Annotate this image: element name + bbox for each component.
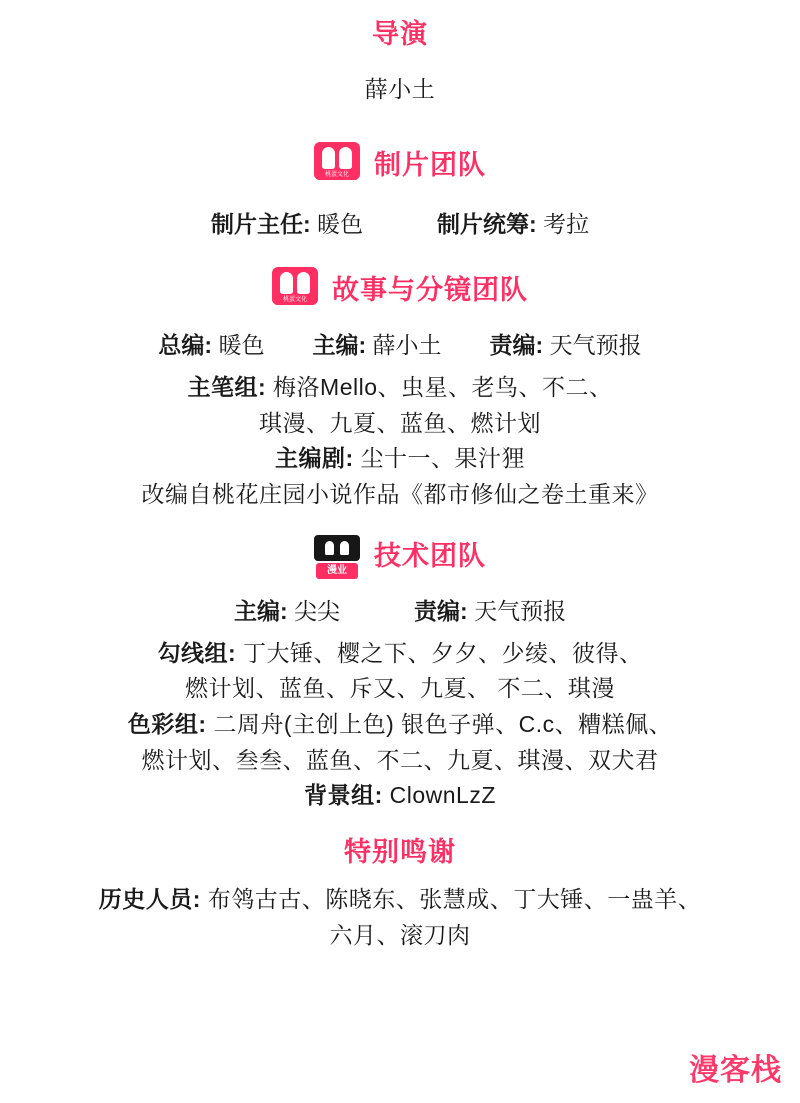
credit-value: 暖色 — [218, 332, 265, 359]
credit-item — [158, 327, 264, 360]
credit-label: 制片主任: — [210, 211, 311, 238]
credit-label: 责编: — [414, 597, 468, 624]
spacer — [0, 239, 800, 267]
credit-label: 主编: — [233, 597, 288, 624]
section-heading-special-thanks: 特别鸣谢 — [344, 836, 456, 867]
credit-item — [234, 593, 340, 626]
line-label: 历史人员: — [98, 886, 201, 913]
credit-item — [312, 327, 441, 360]
line-value: 二周舟(主创上色) 银色子弹、C.c、糟糕佩、 — [213, 710, 673, 737]
watermark: 漫客栈 — [689, 1054, 782, 1087]
credit-item — [490, 327, 642, 360]
credit-label: 制片统筹: — [437, 211, 537, 238]
section-heading-story-team: 故事与分镜团队 — [332, 274, 528, 305]
credit-item — [437, 206, 589, 239]
spacer — [0, 814, 800, 836]
story-line — [0, 441, 800, 477]
line-value: 布鸰古古、陈晓东、张慧成、丁大锤、一蛊羊、 — [207, 886, 702, 913]
line-value: 六月、滚刀肉 — [329, 921, 471, 948]
spacer — [0, 579, 800, 593]
line-value: ClownLzZ — [389, 782, 496, 809]
line-value: 燃计划、蓝鱼、斥又、九夏、 不二、琪漫 — [185, 675, 615, 702]
tech-line — [0, 743, 800, 779]
credit-label: 总编: — [158, 332, 213, 359]
story-line — [0, 370, 800, 406]
tech-line — [0, 636, 800, 672]
credit-value: 薛小土 — [372, 332, 442, 359]
tech-credits-row — [0, 593, 800, 626]
line-value: 琪漫、九夏、蓝鱼、燃计划 — [259, 409, 541, 436]
section-header-production-team — [0, 142, 800, 188]
line-label: 主编剧: — [274, 445, 354, 472]
credit-label: 责编: — [489, 332, 544, 359]
credit-value: 尖尖 — [294, 597, 340, 624]
spacer — [0, 513, 800, 535]
credit-item — [414, 593, 566, 626]
section-header-story-team — [0, 267, 800, 313]
credit-item — [211, 206, 363, 239]
line-label: 主笔组: — [187, 374, 267, 401]
story-credits-row — [0, 327, 800, 360]
spacer — [0, 0, 800, 18]
credit-value: 天气预报 — [474, 597, 567, 624]
logo-caption: 桃蛋文化 — [272, 296, 318, 305]
spacer — [0, 360, 800, 370]
spacer — [0, 868, 800, 882]
credit-value: 考拉 — [543, 211, 590, 238]
thanks-line — [0, 882, 800, 918]
tech-line — [0, 778, 800, 814]
peach-culture-logo-icon — [314, 142, 360, 188]
line-value: 尘十一、果汁狸 — [360, 445, 526, 472]
section-heading-production-team: 制片团队 — [374, 149, 486, 180]
spacer — [0, 188, 800, 206]
production-credits-row — [0, 206, 800, 239]
line-value: 丁大锤、樱之下、夕夕、少绫、彼得、 — [243, 639, 643, 666]
credit-value: 暖色 — [317, 211, 363, 238]
tech-line — [0, 707, 800, 743]
tech-line — [0, 671, 800, 707]
thanks-line — [0, 918, 800, 954]
logo-caption: 漫业 — [316, 563, 358, 579]
credit-value: 天气预报 — [549, 332, 642, 359]
peach-culture-logo-icon — [272, 267, 318, 313]
credit-label: 主编: — [312, 332, 367, 359]
line-label: 勾线组: — [157, 639, 237, 666]
spacer — [0, 313, 800, 327]
line-value: 改编自桃花庄园小说作品《都市修仙之卷土重来》 — [141, 480, 659, 507]
director-name: 薛小土 — [364, 76, 436, 103]
section-heading-tech-team: 技术团队 — [374, 541, 486, 572]
spacer — [0, 108, 800, 142]
line-label: 背景组: — [304, 782, 383, 809]
section-heading-director: 导演 — [372, 19, 428, 49]
spacer — [0, 50, 800, 72]
story-line — [0, 406, 800, 442]
adaptation-note — [0, 477, 800, 513]
logo-caption: 桃蛋文化 — [314, 171, 360, 180]
manye-logo-icon — [314, 535, 360, 579]
line-value: 梅洛Mello、虫星、老鸟、不二、 — [273, 374, 613, 401]
line-value: 燃计划、叁叁、蓝鱼、不二、九夏、琪漫、双犬君 — [141, 746, 659, 773]
spacer — [0, 626, 800, 636]
line-label: 色彩组: — [127, 710, 207, 737]
section-header-tech-team — [0, 535, 800, 579]
